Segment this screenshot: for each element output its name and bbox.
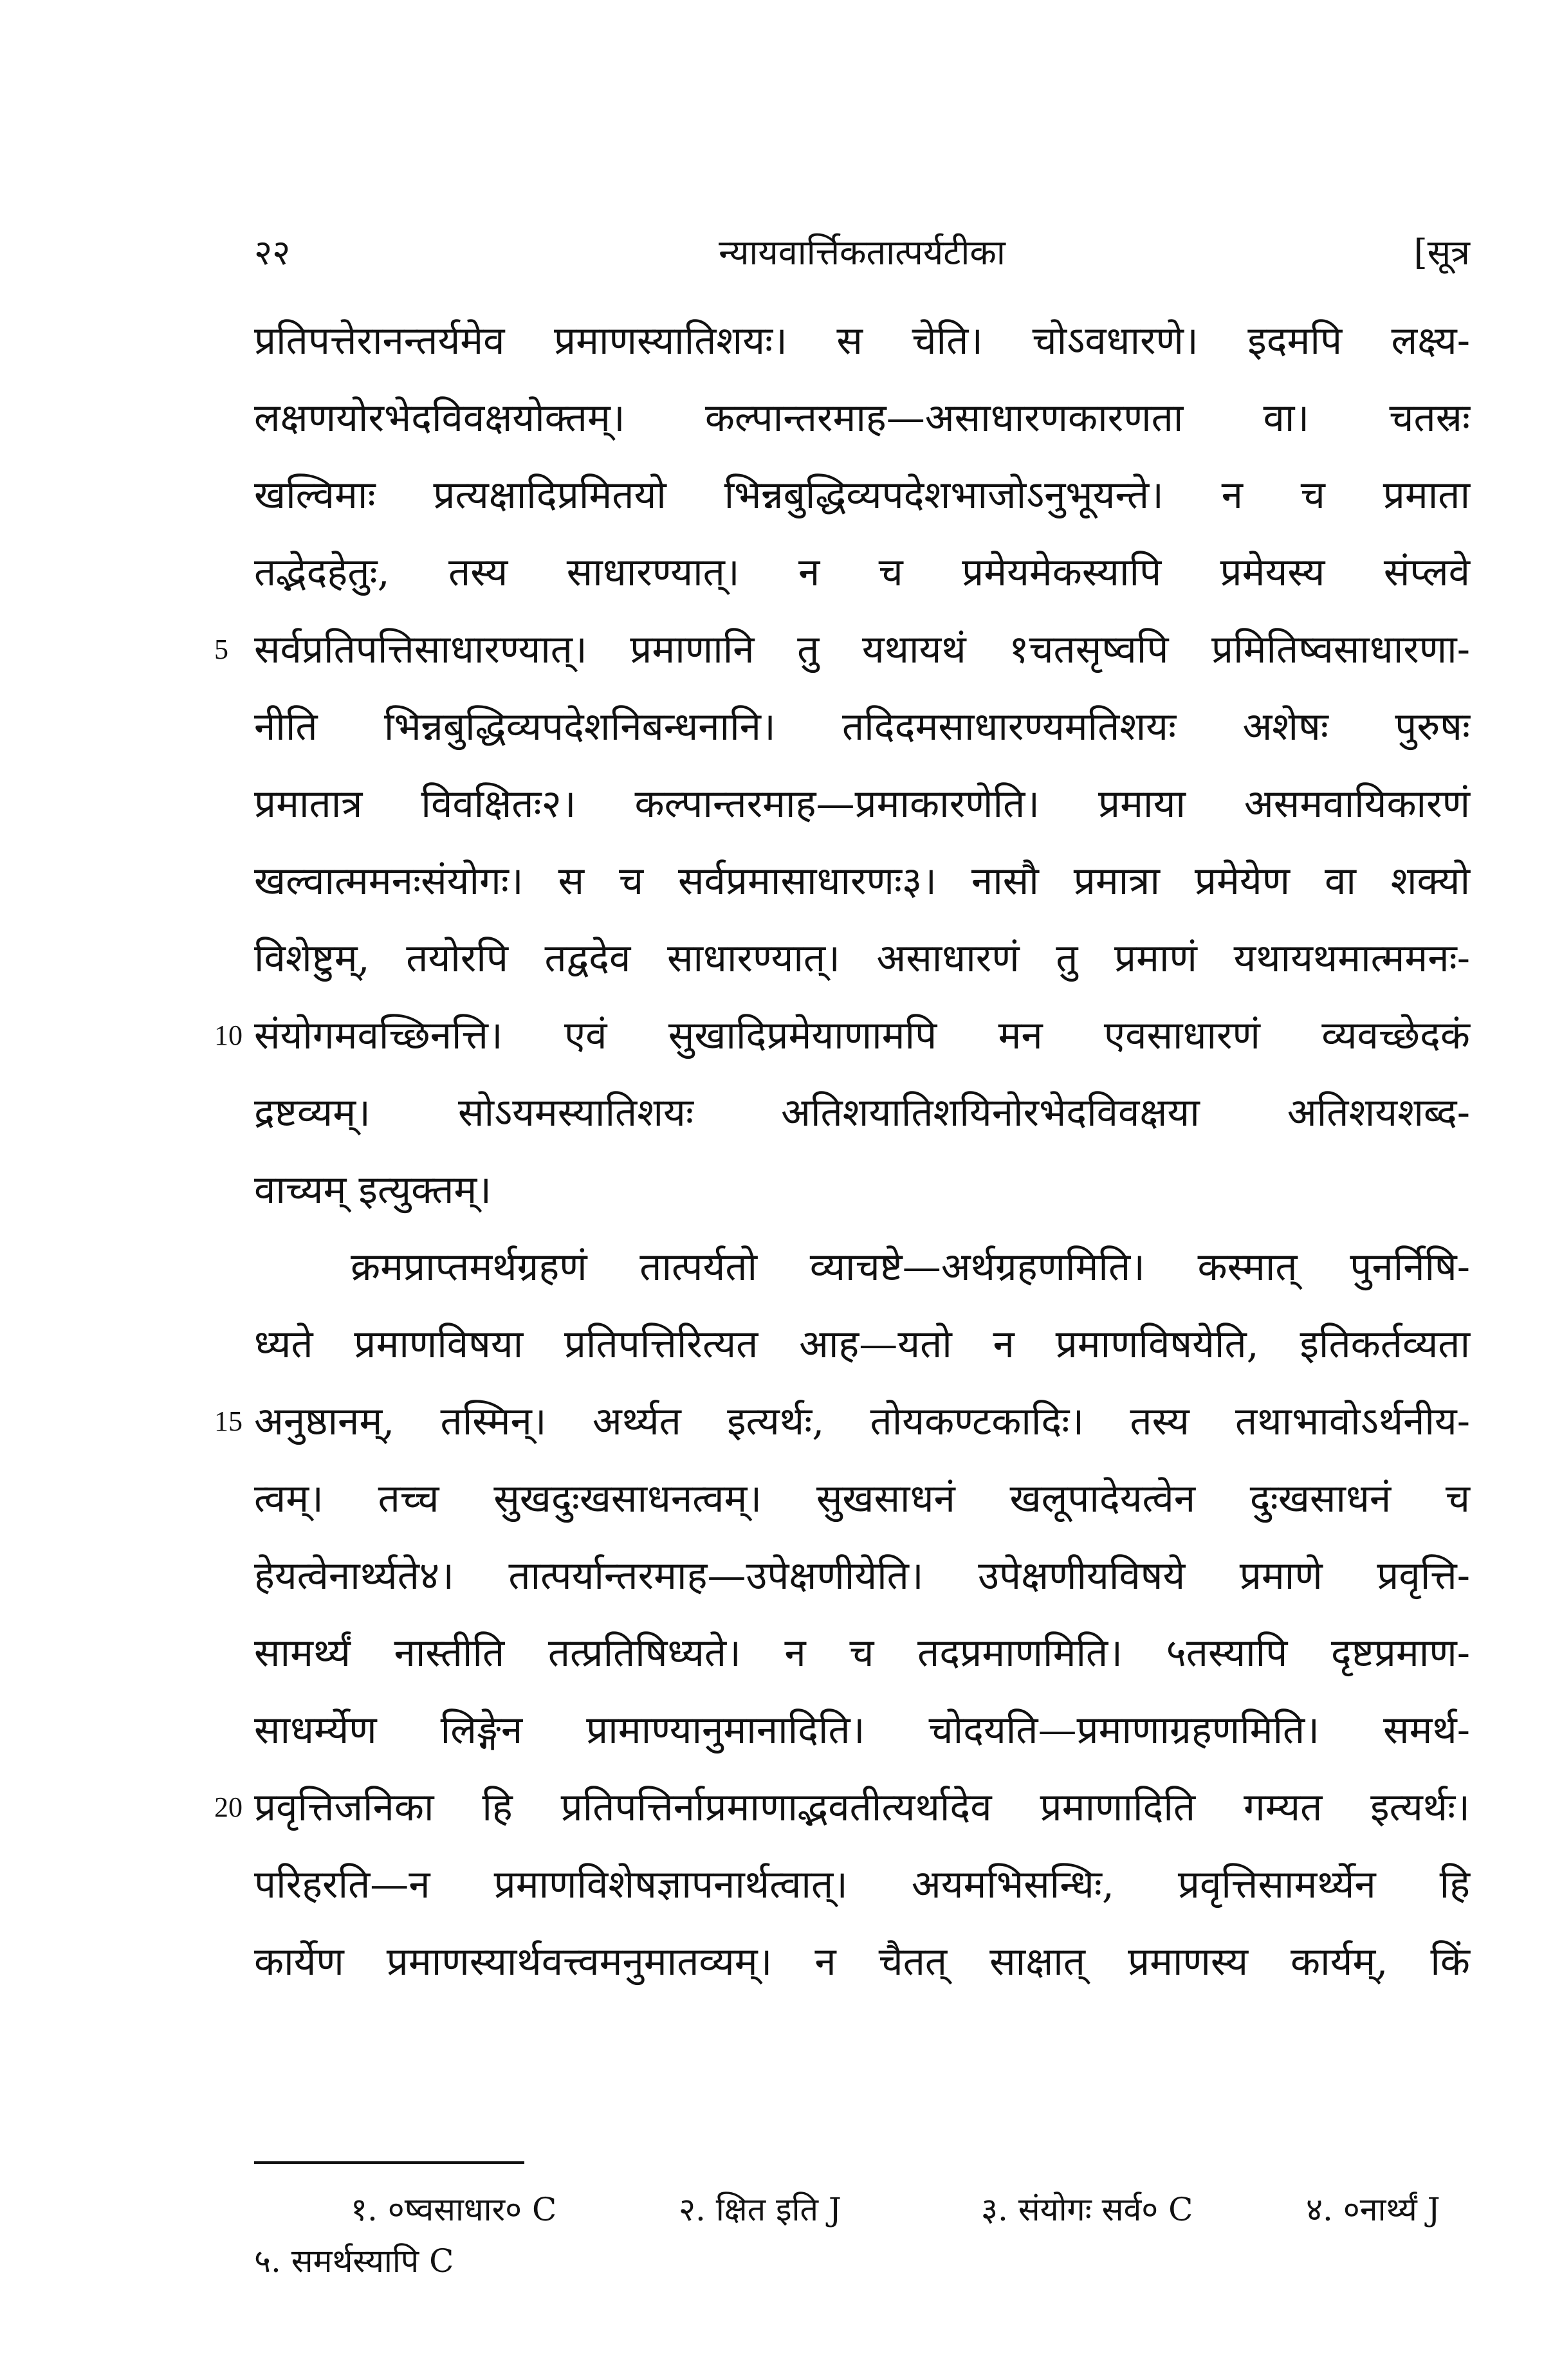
footnote: १. ०ष्वसाधार० C: [351, 2191, 557, 2228]
page-number: २२: [254, 232, 291, 273]
text-line: साधर्म्येण लिङ्गेन प्रामाण्यानुमानादिति। चोदयति—प्रमाणाग्रहणमिति। समर्थ-: [254, 1708, 1470, 1753]
text-line: वाच्यम् इत्युक्तम्।: [254, 1167, 492, 1213]
line-number: 15: [214, 1405, 243, 1437]
footnote: ४. ०नार्थ्यं J: [1306, 2191, 1440, 2228]
text-line: अनुष्ठानम्, तस्मिन्। अर्थ्यत इत्यर्थः, तोयकण्टकादिः। तस्य तथाभावोऽर्थनीय-: [254, 1399, 1470, 1444]
line-number: 10: [214, 1020, 243, 1051]
text-line: प्रवृत्तिजनिका हि प्रतिपत्तिर्नाप्रमाणाद्भवतीत्यर्थादेव प्रमाणादिति गम्यत इत्यर्थः।: [254, 1785, 1470, 1830]
line-number: 5: [214, 634, 228, 665]
footnote-rule: [254, 2161, 524, 2164]
text-line: खल्विमाः प्रत्यक्षादिप्रमितयो भिन्नबुद्धिव्यपदेशभाजोऽनुभूयन्ते। न च प्रमाता: [254, 473, 1470, 518]
text-line: तद्भेदहेतुः, तस्य साधारण्यात्। न च प्रमेयमेकस्यापि प्रमेयस्य संप्लवे: [254, 550, 1470, 595]
text-line: त्वम्। तच्च सुखदुःखसाधनत्वम्। सुखसाधनं खलूपादेयत्वेन दुःखसाधनं च: [254, 1476, 1470, 1521]
text-line: लक्षणयोरभेदविवक्षयोक्तम्। कल्पान्तरमाह—असाधारणकारणता वा। चतस्रः: [254, 396, 1470, 441]
text-line: ध्यते प्रमाणविषया प्रतिपत्तिरित्यत आह—यतो न प्रमाणविषयेति, इतिकर्तव्यता: [254, 1322, 1470, 1367]
text-line: सामर्थ्यं नास्तीति तत्प्रतिषिध्यते। न च तदप्रमाणमिति। ५तस्यापि दृष्टप्रमाण-: [254, 1631, 1470, 1676]
text-line: प्रमातात्र विवक्षितः२। कल्पान्तरमाह—प्रमाकारणेति। प्रमाया असमवायिकारणं: [254, 782, 1470, 827]
text-line: प्रतिपत्तेरानन्तर्यमेव प्रमाणस्यातिशयः। स चेति। चोऽवधारणे। इदमपि लक्ष्य-: [254, 318, 1470, 363]
footnote: २. क्षित इति J: [679, 2191, 841, 2228]
line-number: 20: [214, 1791, 243, 1823]
text-line: परिहरति—न प्रमाणविशेषज्ञापनार्थत्वात्। अयमभिसन्धिः, प्रवृत्तिसामर्थ्येन हि: [254, 1862, 1470, 1907]
text-line: खल्वात्ममनःसंयोगः। स च सर्वप्रमासाधारणः३। नासौ प्रमात्रा प्रमेयेण वा शक्यो: [254, 859, 1470, 904]
text-line: संयोगमवच्छिनत्ति। एवं सुखादिप्रमेयाणामपि मन एवसाधारणं व्यवच्छेदकं: [254, 1013, 1470, 1058]
section-marker: [सूत्र: [1413, 232, 1470, 273]
text-line: हेयत्वेनार्थ्यते४। तात्पर्यान्तरमाह—उपेक्षणीयेति। उपेक्षणीयविषये प्रमाणे प्रवृत्ति-: [254, 1553, 1470, 1598]
text-line: क्रमप्राप्तमर्थग्रहणं तात्पर्यतो व्याचष्टे—अर्थग्रहणमिति। कस्मात् पुनर्निषि-: [351, 1245, 1470, 1290]
text-line: सर्वप्रतिपत्तिसाधारण्यात्। प्रमाणानि तु यथायथं १चतसृष्वपि प्रमितिष्वसाधारणा-: [254, 627, 1470, 672]
footnote: ५. समर्थस्यापि C: [254, 2242, 454, 2280]
page-header: [254, 222, 1470, 280]
running-title: न्यायवार्त्तिकतात्पर्यटीका: [719, 232, 1006, 273]
text-line: नीति भिन्नबुद्धिव्यपदेशनिबन्धनानि। तदिदमसाधारण्यमतिशयः अशेषः पुरुषः: [254, 704, 1470, 749]
text-line: विशेष्टुम्, तयोरपि तद्वदेव साधारण्यात्। असाधारणं तु प्रमाणं यथायथमात्ममनः-: [254, 936, 1470, 981]
footnote: ३. संयोगः सर्व० C: [981, 2191, 1193, 2228]
text-line: द्रष्टव्यम्। सोऽयमस्यातिशयः अतिशयातिशयिनोरभेदविवक्षया अतिशयशब्द-: [254, 1090, 1470, 1135]
text-line: कार्येण प्रमाणस्यार्थवत्त्वमनुमातव्यम्। न चैतत् साक्षात् प्रमाणस्य कार्यम्, किं: [254, 1939, 1470, 1984]
